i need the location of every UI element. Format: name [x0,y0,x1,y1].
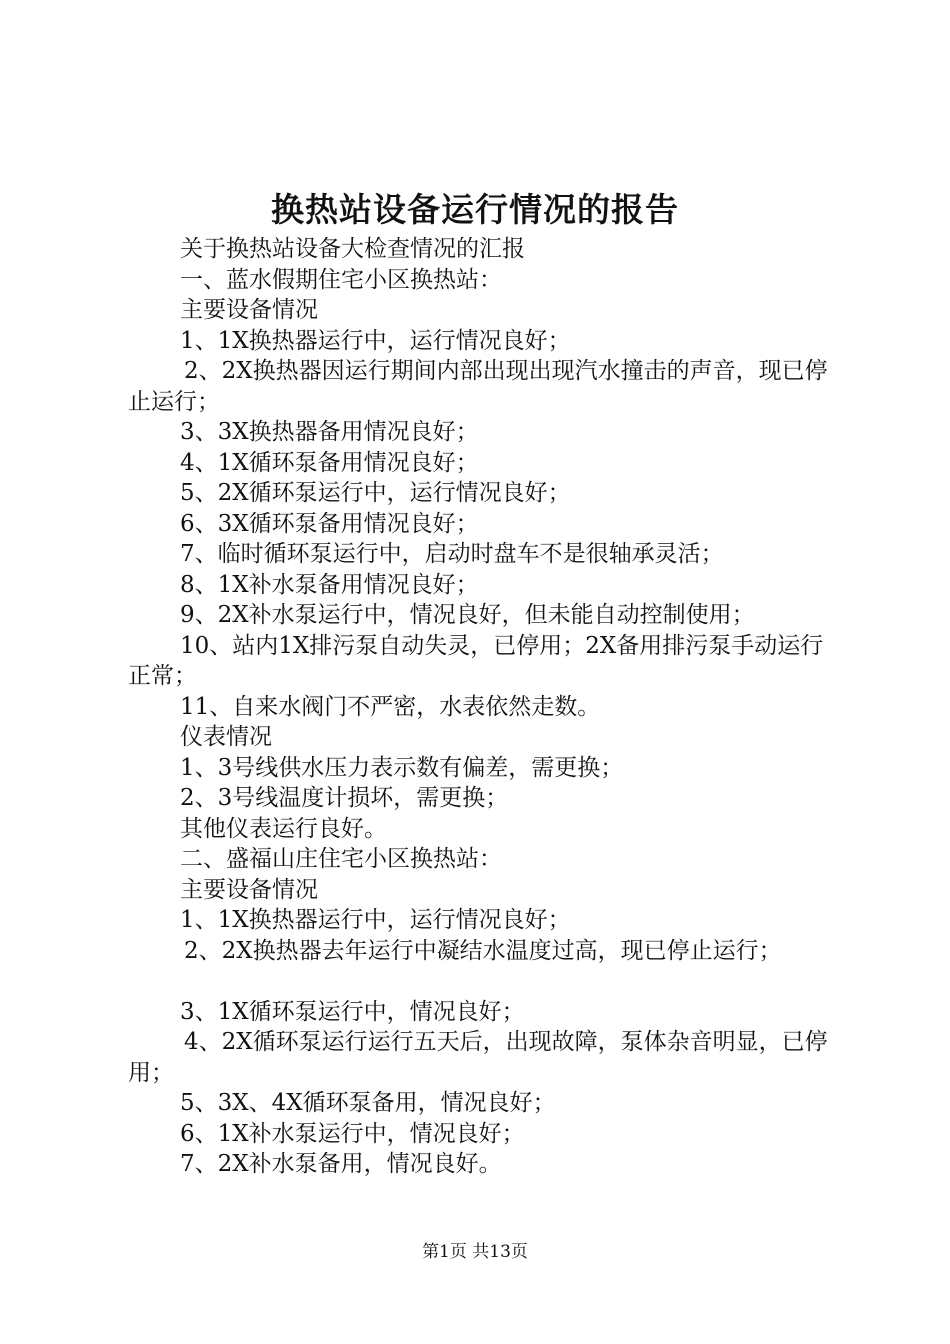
list-item: 10、站内1X排污泵自动失灵，已停用；2X备用排污泵手动运行正常； [128,632,824,689]
list-item: 1、3号线供水压力表示数有偏差，需更换； [180,754,624,781]
list-item: 9、2X补水泵运行中，情况良好，但未能自动控制使用； [180,602,755,628]
list-item: 1、1X换热器运行中，运行情况良好； [180,907,571,933]
section-heading: 二、盛福山庄住宅小区换热站： [180,846,502,872]
list-item: 4、1X循环泵备用情况良好； [180,449,479,476]
subsection-heading: 主要设备情况 [180,297,318,323]
list-item: 3、3X换热器备用情况良好； [180,419,479,445]
list-item: 8、1X补水泵备用情况良好； [180,571,479,598]
list-item: 7、临时循环泵运行中，启动时盘车不是很轴承灵活； [180,541,724,567]
list-item: 5、2X循环泵运行中，运行情况良好； [180,480,571,506]
list-item: 6、1X补水泵运行中，情况良好； [180,1120,525,1147]
document-body [128,234,842,1180]
page-footer: 第1页 共13页 [422,1242,528,1262]
list-item: 1、1X换热器运行中，运行情况良好； [180,327,571,354]
document-title: 换热站设备运行情况的报告 [271,190,679,229]
list-item: 2、2X换热器因运行期间内部出现出现汽水撞击的声音，现已停止运行； [128,358,828,415]
list-item: 3、1X循环泵运行中，情况良好； [180,998,525,1025]
paragraph: 其他仪表运行良好。 [180,815,387,842]
list-item: 11、自来水阀门不严密，水表依然走数。 [180,693,601,720]
list-item: 2、3号线温度计损坏，需更换； [180,785,509,811]
list-item: 7、2X补水泵备用，情况良好。 [180,1151,502,1177]
subsection-heading: 仪表情况 [180,724,272,750]
list-item: 4、2X循环泵运行运行五天后，出现故障，泵体杂音明显，已停用； [128,1029,828,1086]
list-item: 6、3X循环泵备用情况良好； [180,510,479,537]
blank-line [128,966,842,997]
list-item: 5、3X、4X循环泵备用，情况良好； [180,1090,556,1116]
section-heading: 一、蓝水假期住宅小区换热站： [180,266,502,293]
paragraph: 关于换热站设备大检查情况的汇报 [180,236,525,262]
list-item: 2、2X换热器去年运行中凝结水温度过高，现已停止运行； [184,937,782,964]
subsection-heading: 主要设备情况 [180,876,318,903]
